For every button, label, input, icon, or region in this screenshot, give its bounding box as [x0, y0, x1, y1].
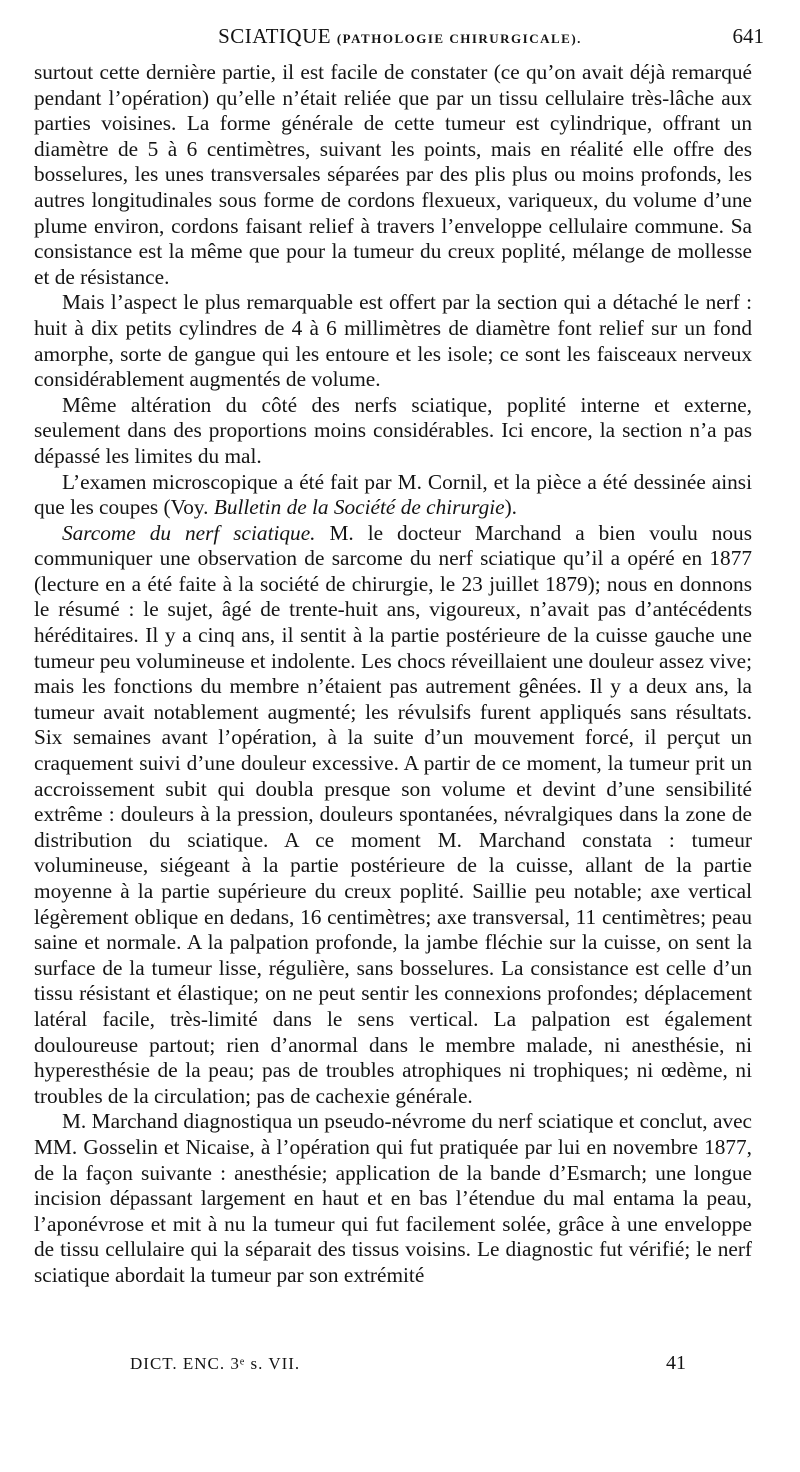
paragraph-text: surtout cette dernière partie, il est facile de constater (ce qu’on avait déjà remarqué pendant l’opération) qu’elle n’était reliée que par un tissu cellulaire très-lâche aux parties voisines. La forme générale de cette tumeur est cylindrique, offrant un diamètre de 5 à 6 centimètres, suivant les points, mais en réalité elle offre des bosselures, les unes transversales séparées par des plis plus ou moins profonds, les autres longitudinales sous forme de cordons flexueux, variqueux, du volume d’une plume environ, cordons faisant relief à travers l’enveloppe cellulaire commune. Sa consistance est la même que pour la tumeur du creux poplité, mélange de mollesse et de résistance. — [34, 60, 752, 289]
paragraph-text: Mais l’aspect le plus remarquable est offert par la section qui a détaché le nerf : huit à dix petits cylindres de 4 à 6 millimètres de diamètre font relief sur un fond amorphe, sorte de gangue qui les entoure et les isole; ce sont les faisceaux nerveux considérablement augmentés de volume. — [34, 290, 752, 392]
citation-title: Bulletin de la Société de chirurgie — [213, 495, 505, 520]
paragraph-continuation — [34, 60, 752, 290]
paragraph-section-aspect — [34, 290, 752, 392]
paragraph-text: M. le docteur Marchand a bien voulu nous communiquer une observation de sarcome du nerf sciatique qu’il a opéré en 1877 (lecture en a été faite à la société de chirurgie, le 23 juillet 1879); nous en donnons le résumé : le sujet, âgé de trente-huit ans, vigoureux, n’avait pas d’antécédents héréditaires. Il y a cinq ans, il sentit à la partie postérieure de la cuisse gauche une tumeur peu volumineuse et indolente. Les chocs réveillaient une douleur assez vive; mais les fonctions du membre n’étaient pas autrement gênées. Il y a deux ans, la tumeur avait notablement augmenté; les révulsifs furent appliqués sans résultats. Six semaines avant l’opération, à la suite d’un mouvement forcé, il perçut un craquement suivi d’une douleur excessive. A partir de ce moment, la tumeur prit un accroissement subit qui doubla presque son volume et devint d’une sensibilité extrême : douleurs à la pression, douleurs spontanées, névralgiques dans la zone de distribution du sciatique. A ce moment M. Marchand constata : tumeur volumineuse, siégeant à la partie postérieure de la cuisse, allant de la partie moyenne à la partie supérieure du creux poplité. Saillie peu notable; axe vertical légèrement oblique en dedans, 16 centimètres; axe transversal, 11 centimètres; peau saine et normale. A la palpation profonde, la jambe fléchie sur la cuisse, on sent la surface de la tumeur lisse, régulière, sans bosselures. La consistance est celle d’un tissu résistant et élastique; on ne peut sentir les connexions profondes; déplacement latéral facile, très-limité dans le sens vertical. La palpation est également douloureuse partout; rien d’anormal dans le membre malade, ni anesthésie, ni hyperesthésie de la peau; pas de troubles atrophiques ni trophiques; ni œdème, ni troubles de la circulation; pas de cachexie générale. — [34, 520, 752, 1108]
page-number: 641 — [732, 24, 764, 48]
body-text — [34, 60, 752, 1289]
paragraph-text: Même altération du côté des nerfs sciatique, poplité interne et externe, seulement dans des proportions moins considérables. Ici encore, la section n’a pas dépassé les limites du mal. — [34, 392, 752, 468]
paragraph-alteration — [34, 393, 752, 470]
paragraph-diagnosis — [34, 1109, 752, 1288]
paragraph-text: M. Marchand diagnostiqua un pseudo-névrome du nerf sciatique et conclut, avec MM. Gosselin et Nicaise, à l’opération qui fut pratiquée par lui en novembre 1877, de la façon suivante : anesthésie; application de la bande d’Esmarch; une longue incision dépassant largement en haut et en bas l’étendue du mal entama la peau, l’aponévrose et mit à nu la tumeur qui fut facilement solée, grâce à une enveloppe de tissu cellulaire qui la séparait des tissus voisins. Le diagnostic fut vérifié; le nerf sciatique abordait la tumeur par son extrémité — [34, 1109, 752, 1287]
running-title — [30, 24, 770, 49]
signature-line — [130, 1352, 690, 1376]
paragraph-sarcoma-observation — [34, 521, 752, 1110]
header-subtitle: (PATHOLOGIE CHIRURGICALE). — [336, 31, 582, 46]
signature-sheet-number: 41 — [666, 1352, 686, 1374]
header-title: SCIATIQUE — [218, 24, 332, 48]
paragraph-microscopic-exam — [34, 470, 752, 521]
running-header — [30, 24, 770, 52]
section-heading: Sarcome du nerf sciatique. — [62, 520, 316, 545]
paragraph-text: ). — [504, 495, 518, 520]
signature-dict: DICT. ENC. 3ᵉ s. VII. — [130, 1354, 301, 1373]
paragraph-text: L’examen microscopique a été fait par M. Cornil, et la pièce a été dessinée ainsi que les coupes (Voy. — [34, 469, 752, 520]
